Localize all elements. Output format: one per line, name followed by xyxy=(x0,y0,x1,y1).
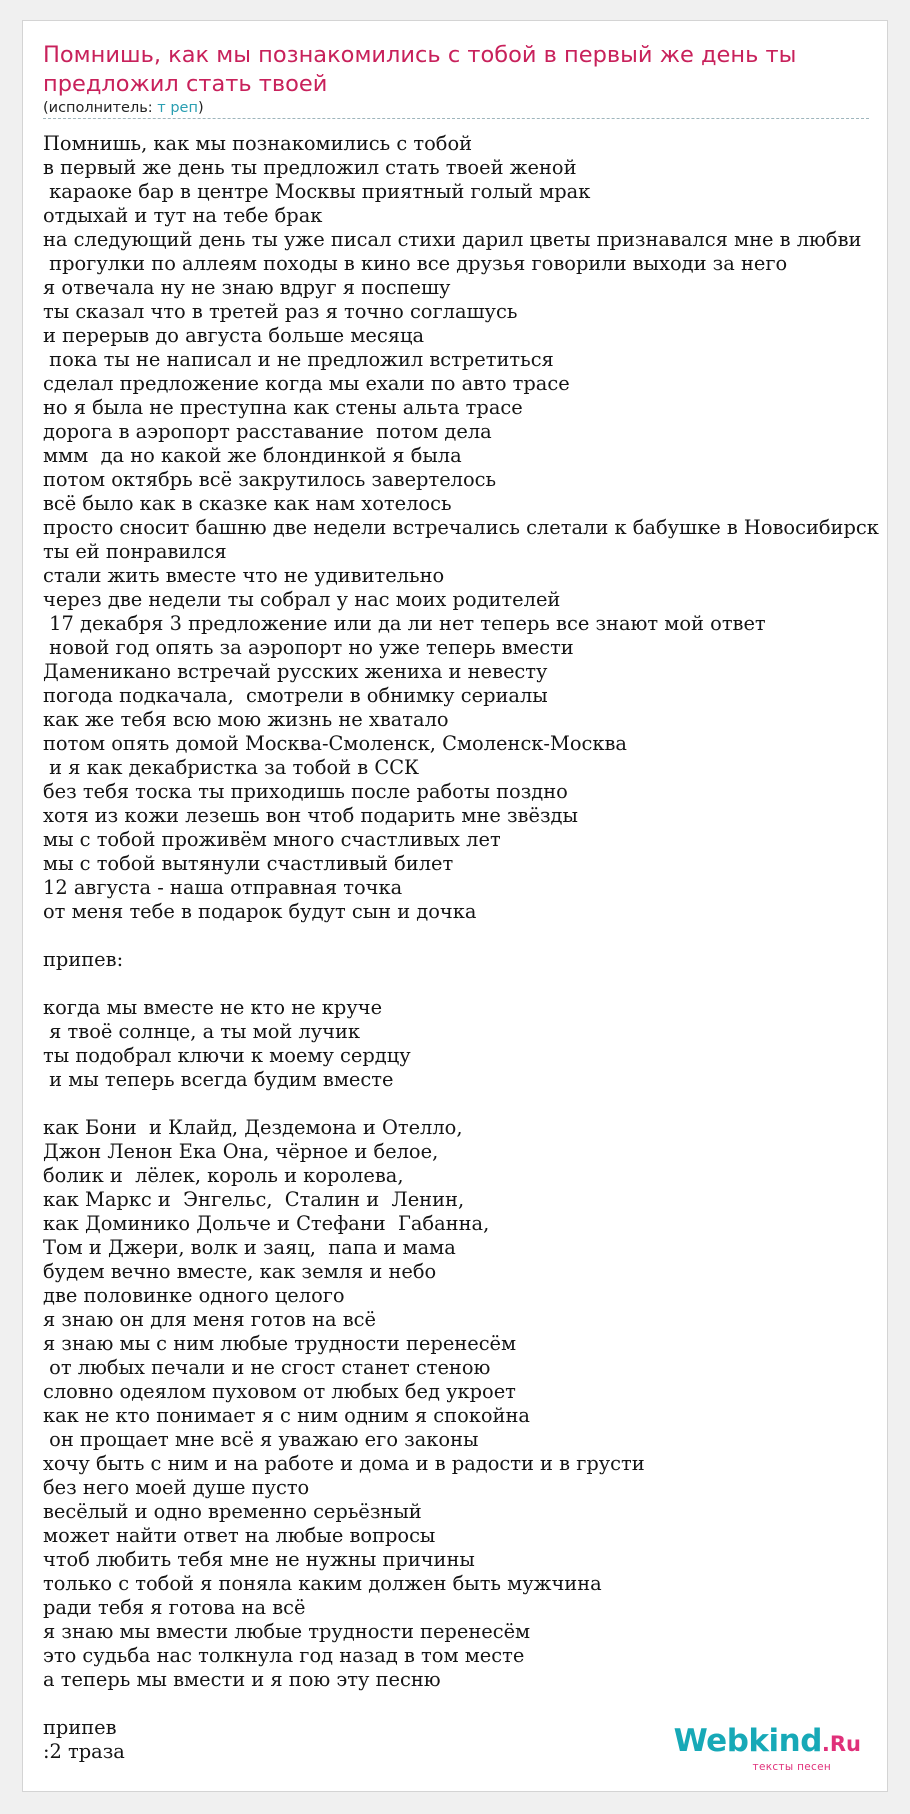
title-divider xyxy=(43,118,869,119)
artist-line xyxy=(43,99,204,117)
logo-name: Webkind xyxy=(673,1723,822,1759)
lyrics-card xyxy=(22,20,888,1792)
site-logo[interactable] xyxy=(673,1723,861,1773)
artist-suffix: ) xyxy=(197,100,204,116)
song-title: Помнишь, как мы познакомились с тобой в первый же день ты предложил стать твоей xyxy=(43,42,797,97)
logo-wordmark xyxy=(673,1723,861,1761)
logo-tld: .Ru xyxy=(821,1732,861,1756)
artist-link[interactable]: т реп xyxy=(157,100,198,116)
lyrics-text: Помнишь, как мы познакомились с тобой в первый же день ты предложил стать твоей женой караоке бар в центре Москвы приятный голый мрак отдыхай и тут на тебе брак на следующий день ты уже писал стихи дарил цветы признавался мне в любви прогулки по аллеям походы в кино все друзья говорили выходи за него я отвечала ну не знаю вдруг я поспешу ты сказал что в третей раз я точно соглашусь и перерыв до августа больше месяца пока ты не написал и не предложил встретиться сделал предложение когда мы ехали по авто трасе но я была не преступна как стены альта трасе дорога в аэропорт расставание потом дела ммм да но какой же блондинкой я была потом октябрь всё закрутилось завертелось всё было как в сказке как нам хотелось просто сносит башню две недели встречались слетали к бабушке в Новосибирск ты ей понравился стали жить вместе что не удивительно через две недели ты собрал у нас моих родителей 17 декабря 3 предложение или да ли нет теперь все знают мой ответ новой год опять за аэропорт но уже теперь вмести Даменикано встречай русских жениха и невесту погода подкачала, смотрели в обнимку сериалы как же тебя всю мою жизнь не хватало потом опять домой Москва-Смоленск, Смоленск-Москва и я как декабристка за тобой в ССК без тебя тоска ты приходишь после работы поздно хотя из кожи лезешь вон чтоб подарить мне звёзды мы с тобой проживём много счастливых лет мы с тобой вытянули счастливый билет 12 августа - наша отправная точка от меня тебе в подарок будут сын и дочка припев: когда мы вместе не кто не круче я твоё солнце, а ты мой лучик ты подобрал ключи к моему сердцу и мы теперь всегда будим вместе как Бони и Клайд, Дездемона и Отелло, Джон Ленон Ека Она, чёрное и белое, болик и лёлек, король и королева, как Маркс и Энгельс, Сталин и Ленин, как Доминико Дольче и Стефани Габанна, Том и Джери, волк и заяц, папа и мама будем вечно вместе, как земля и небо две половинке одного целого я знаю он для меня готов на всё я знаю мы с ним любые трудности перенесём от любых печали и не сгост станет стеною словно одеялом пуховом от любых бед укроет как не кто понимает я с ним одним я спокойна он прощает мне всё я уважаю его законы хочу быть с ним и на работе и дома и в радости и в грусти без него моей душе пусто весёлый и одно временно серьёзный может найти ответ на любые вопросы чтоб любить тебя мне не нужны причины только с тобой я поняла каким должен быть мужчина ради тебя я готова на всё я знаю мы вмести любые трудности перенесём это судьба нас толкнула год назад в том месте а теперь мы вмести и я пою эту песню припев :2 траза xyxy=(43,132,879,1763)
artist-prefix: (исполнитель: xyxy=(43,100,158,116)
logo-tagline: тексты песен xyxy=(752,1761,831,1773)
